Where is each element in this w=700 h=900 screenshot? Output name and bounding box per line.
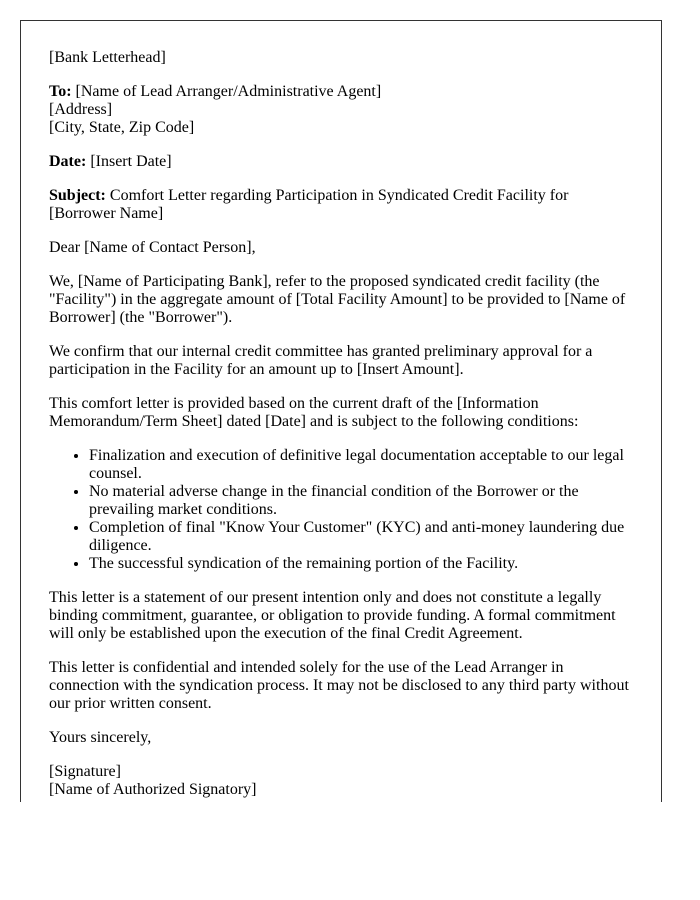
body-paragraph-approval: We confirm that our internal credit committee has granted preliminary approval for a participation in the Facility for an amount up to [Insert Amount].	[49, 343, 593, 378]
subject-line	[49, 187, 632, 223]
signature-placeholder: [Signature]	[49, 763, 121, 780]
condition-item: • No material adverse change in the financial condition of the Borrower or the prevailing market conditions.	[89, 483, 632, 519]
bank-letterhead: [Bank Letterhead]	[49, 49, 166, 66]
conditions-list	[49, 447, 632, 573]
subject-label: Subject:	[49, 187, 106, 204]
body-paragraph-intro: We, [Name of Participating Bank], refer to the proposed syndicated credit facility (the "Facility") in the aggregate amount of [Total Facility Amount] to be provided to [Name of Borrower] (the "Borrower").	[49, 273, 626, 326]
recipient-block	[49, 83, 632, 137]
signature-block	[49, 763, 632, 799]
signatory-name: [Name of Authorized Signatory]	[49, 781, 257, 798]
condition-item: • Completion of final "Know Your Customer" (KYC) and anti-money laundering due diligence.	[89, 519, 632, 555]
date-value: [Insert Date]	[90, 153, 172, 170]
body-paragraph-intention: This letter is a statement of our present intention only and does not constitute a legally binding commitment, guarantee, or obligation to provide funding. A formal commitment will only be established upon the execution of the final Credit Agreement.	[49, 589, 616, 642]
recipient-name: [Name of Lead Arranger/Administrative Agent]	[75, 83, 382, 100]
salutation: Dear [Name of Contact Person],	[49, 239, 256, 256]
condition-item: • The successful syndication of the remaining portion of the Facility.	[89, 555, 632, 573]
body-paragraph-confidentiality: This letter is confidential and intended solely for the use of the Lead Arranger in connection with the syndication process. It may not be disclosed to any third party without our prior written consent.	[49, 659, 629, 712]
date-label: Date:	[49, 153, 87, 170]
condition-item: • Finalization and execution of definitive legal documentation acceptable to our legal counsel.	[89, 447, 632, 483]
subject-value: Comfort Letter regarding Participation in Syndicated Credit Facility for [Borrower Name]	[49, 187, 569, 222]
comfort-letter	[20, 20, 662, 802]
recipient-label: To:	[49, 83, 72, 100]
sign-off: Yours sincerely,	[49, 729, 152, 746]
body-paragraph-conditions-intro: This comfort letter is provided based on the current draft of the [Information Memorandum/Term Sheet] dated [Date] and is subject to the following conditions:	[49, 395, 579, 430]
recipient-city-state-zip: [City, State, Zip Code]	[49, 119, 195, 136]
recipient-address: [Address]	[49, 101, 113, 118]
date-line	[49, 153, 632, 171]
